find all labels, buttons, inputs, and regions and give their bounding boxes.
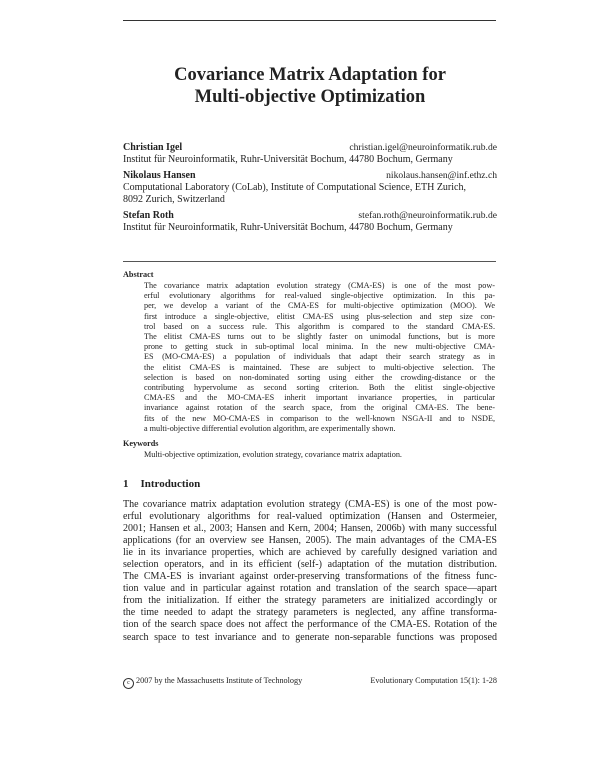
body-line: the time needed to adapt the strategy parameters is neglected, any affine transforma-: [123, 607, 497, 619]
body-line: The covariance matrix adaptation evolution strategy (CMA-ES) is one of the most pow-: [123, 499, 497, 510]
abstract-line: trol based on a success rule. This algorithm is compared to the standard CMA-ES.: [144, 321, 495, 331]
abstract-line: invariance against rotation of the search space, from the original CMA-ES. The bene-: [144, 403, 495, 413]
copyright-notice: [123, 676, 302, 689]
title-line-2: Multi-objective Optimization: [194, 87, 426, 107]
abstract-line: first introduce a single-objective, elitist CMA-ES using plus-selection and step size con-: [144, 311, 495, 321]
abstract-line: The covariance matrix adaptation evolution strategy (CMA-ES) is one of the most pow-: [144, 281, 495, 290]
abstract-heading: Abstract: [123, 270, 154, 279]
body-line: search space to test invariance and to generate non-separable functions was proposed: [123, 631, 497, 643]
abstract-line: selection is based on non-dominated sorting using either the crowding-distance or the: [144, 372, 495, 382]
body-line: erful evolutionary algorithms for real-valued optimization (Hansen and Ostermeier,: [123, 511, 497, 523]
header-rule: [123, 20, 496, 21]
author-block: [123, 210, 497, 234]
introduction-body: [123, 499, 497, 644]
title-line-1: Covariance Matrix Adaptation for: [174, 65, 446, 85]
author-name: Stefan Roth: [123, 210, 174, 221]
author-affiliation: Institut für Neuroinformatik, Ruhr-Universität Bochum, 44780 Bochum, Germany: [123, 154, 453, 165]
paper-title: [100, 64, 520, 108]
abstract-line: erful evolutionary algorithms for real-valued single-objective optimization. In this pa-: [144, 291, 495, 301]
abstract-line: The elitist CMA-ES turns out to be slightly faster on unimodal functions, but is more: [144, 332, 495, 342]
journal-citation: Evolutionary Computation 15(1): 1-28: [370, 676, 497, 685]
body-line: from the initialization. If either the strategy parameters are initialized accordingly or: [123, 595, 497, 607]
abstract-rule: [123, 261, 496, 262]
body-line: tion value and in particular against rotation and translation of the search space—apart: [123, 583, 497, 595]
author-name: Christian Igel: [123, 142, 183, 153]
body-line: applications (for an overview see Hansen, 2005). The main advantages of the CMA-ES: [123, 535, 497, 547]
abstract-line: CMA-ES and the MO-CMA-ES inherit important invariance properties, in particular: [144, 393, 495, 403]
author-affiliation: Institut für Neuroinformatik, Ruhr-Universität Bochum, 44780 Bochum, Germany: [123, 222, 453, 233]
copyright-text: 2007 by the Massachusetts Institute of Technology: [136, 676, 303, 685]
author-block: [123, 142, 497, 166]
author-email[interactable]: stefan.roth@neuroinformatik.rub.de: [358, 210, 497, 221]
keywords-heading: Keywords: [123, 439, 159, 448]
abstract-line: fits of the new MO-CMA-ES in comparison to the well-known NSGA-II and to NSDE,: [144, 413, 495, 423]
abstract-line: prone to getting stuck in sub-optimal local minima. In the new multi-objective CMA-: [144, 342, 495, 352]
body-line: tion of the search space does not affect the performance of the CMA-ES. Rotation of the: [123, 619, 497, 631]
author-name: Nikolaus Hansen: [123, 170, 196, 181]
body-line: selection operators, and in its efficient (self-) adaptation of the mutation distribution.: [123, 559, 497, 571]
body-line: The CMA-ES is invariant against order-preserving transformations of the fitness func-: [123, 571, 497, 583]
body-line: lie in its invariance properties, which are achieved by carefully designed variation and: [123, 547, 497, 559]
author-affiliation: Computational Laboratory (CoLab), Institute of Computational Science, ETH Zurich,: [123, 182, 466, 193]
author-email[interactable]: nikolaus.hansen@inf.ethz.ch: [386, 170, 497, 181]
copyright-icon: c: [123, 678, 134, 689]
abstract-line: contributing hypervolume as second sorting criterion. Both the elitist single-objective: [144, 383, 495, 393]
page-footer: [123, 676, 497, 689]
abstract-body: [144, 281, 495, 434]
abstract-line: per, we develop a variant of the CMA-ES for multi-objective optimization (MOO). We: [144, 301, 495, 311]
abstract-line: ES (MO-CMA-ES) a population of individuals that adapt their search strategy as in: [144, 352, 495, 362]
author-affiliation: 8092 Zurich, Switzerland: [123, 194, 225, 205]
section-title: Introduction: [140, 478, 201, 490]
abstract-line: the elitist CMA-ES is maintained. These are subject to multi-objective selection. The: [144, 362, 495, 372]
body-line: 2001; Hansen et al., 2003; Hansen and Kern, 2004; Hansen, 2006b) with many successful: [123, 523, 497, 535]
author-block: [123, 170, 497, 206]
keywords-text: Multi-objective optimization, evolution strategy, covariance matrix adaptation.: [144, 450, 402, 459]
author-email[interactable]: christian.igel@neuroinformatik.rub.de: [349, 142, 497, 153]
section-number: 1: [123, 478, 129, 490]
abstract-line: a multi-objective differential evolution algorithm, are experimentally shown.: [144, 423, 396, 433]
section-heading: [123, 478, 200, 490]
